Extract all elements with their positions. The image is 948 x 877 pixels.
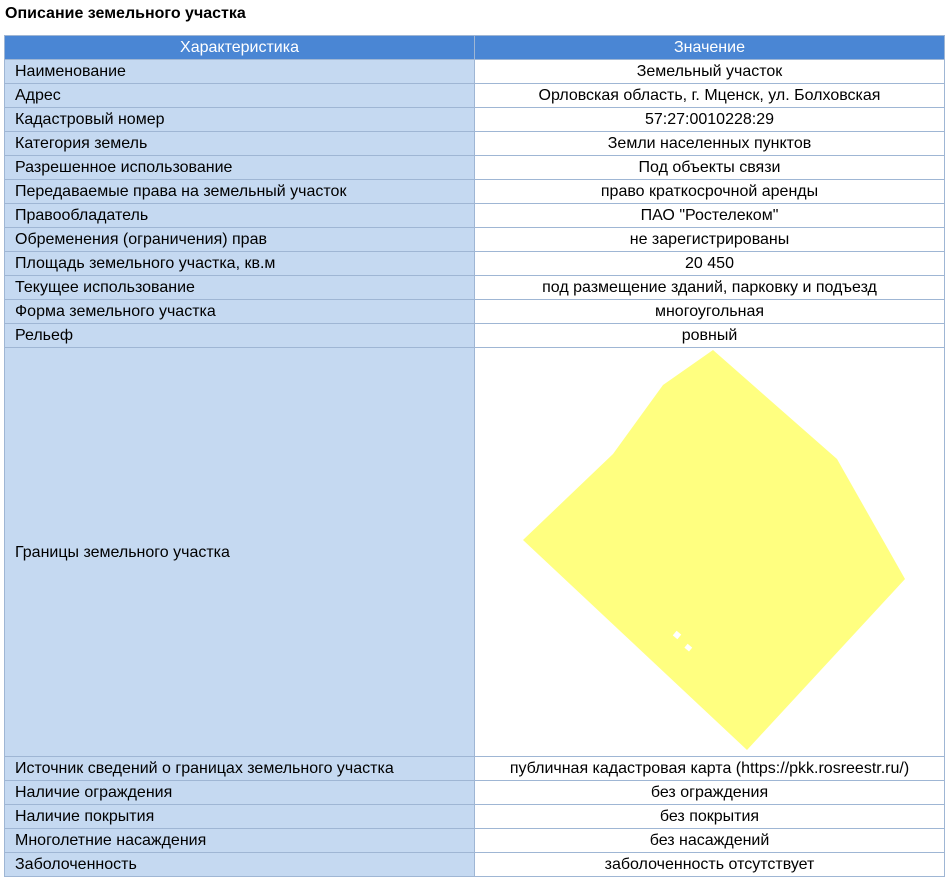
row-value: без покрытия [475,805,945,829]
table-row [5,276,945,300]
table-row [5,805,945,829]
plot-polygon [523,350,905,750]
row-key: Разрешенное использование [5,156,475,180]
row-key: Передаваемые права на земельный участок [5,180,475,204]
table-row [5,757,945,781]
row-key: Наличие ограждения [5,781,475,805]
table-row [5,132,945,156]
table-row [5,853,945,877]
row-value: заболоченность отсутствует [475,853,945,877]
table-row [5,781,945,805]
row-key: Текущее использование [5,276,475,300]
row-value: ровный [475,324,945,348]
row-value: 57:27:0010228:29 [475,108,945,132]
row-key: Наличие покрытия [5,805,475,829]
row-value: Орловская область, г. Мценск, ул. Болховская [475,84,945,108]
header-value: Значение [475,36,945,60]
table-row [5,252,945,276]
header-characteristic: Характеристика [5,36,475,60]
row-key: Наименование [5,60,475,84]
row-key: Многолетние насаждения [5,829,475,853]
row-key: Рельеф [5,324,475,348]
table-row [5,348,945,757]
row-value: право краткосрочной аренды [475,180,945,204]
table-row [5,60,945,84]
row-value: без ограждения [475,781,945,805]
row-value: 20 450 [475,252,945,276]
row-value: без насаждений [475,829,945,853]
row-key: Кадастровый номер [5,108,475,132]
table-row [5,300,945,324]
row-key: Границы земельного участка [5,348,475,757]
table-row [5,84,945,108]
table-row [5,156,945,180]
row-value: не зарегистрированы [475,228,945,252]
row-key: Адрес [5,84,475,108]
row-value: Под объекты связи [475,156,945,180]
row-value: публичная кадастровая карта (https://pkk.rosreestr.ru/) [475,757,945,781]
table-row [5,829,945,853]
row-value: многоугольная [475,300,945,324]
land-plot-table [4,35,945,877]
page-title: Описание земельного участка [5,5,246,22]
row-value: под размещение зданий, парковку и подъезд [475,276,945,300]
row-value: Земли населенных пунктов [475,132,945,156]
table-row [5,180,945,204]
row-key: Категория земель [5,132,475,156]
table-row [5,324,945,348]
boundary-map [475,348,945,757]
row-key: Заболоченность [5,853,475,877]
table-row [5,108,945,132]
row-value: Земельный участок [475,60,945,84]
row-value: ПАО "Ростелеком" [475,204,945,228]
table-row [5,228,945,252]
row-key: Обременения (ограничения) прав [5,228,475,252]
plot-polygon-image [475,348,944,756]
row-key: Площадь земельного участка, кв.м [5,252,475,276]
row-key: Правообладатель [5,204,475,228]
row-key: Форма земельного участка [5,300,475,324]
row-key: Источник сведений о границах земельного участка [5,757,475,781]
table-row [5,204,945,228]
